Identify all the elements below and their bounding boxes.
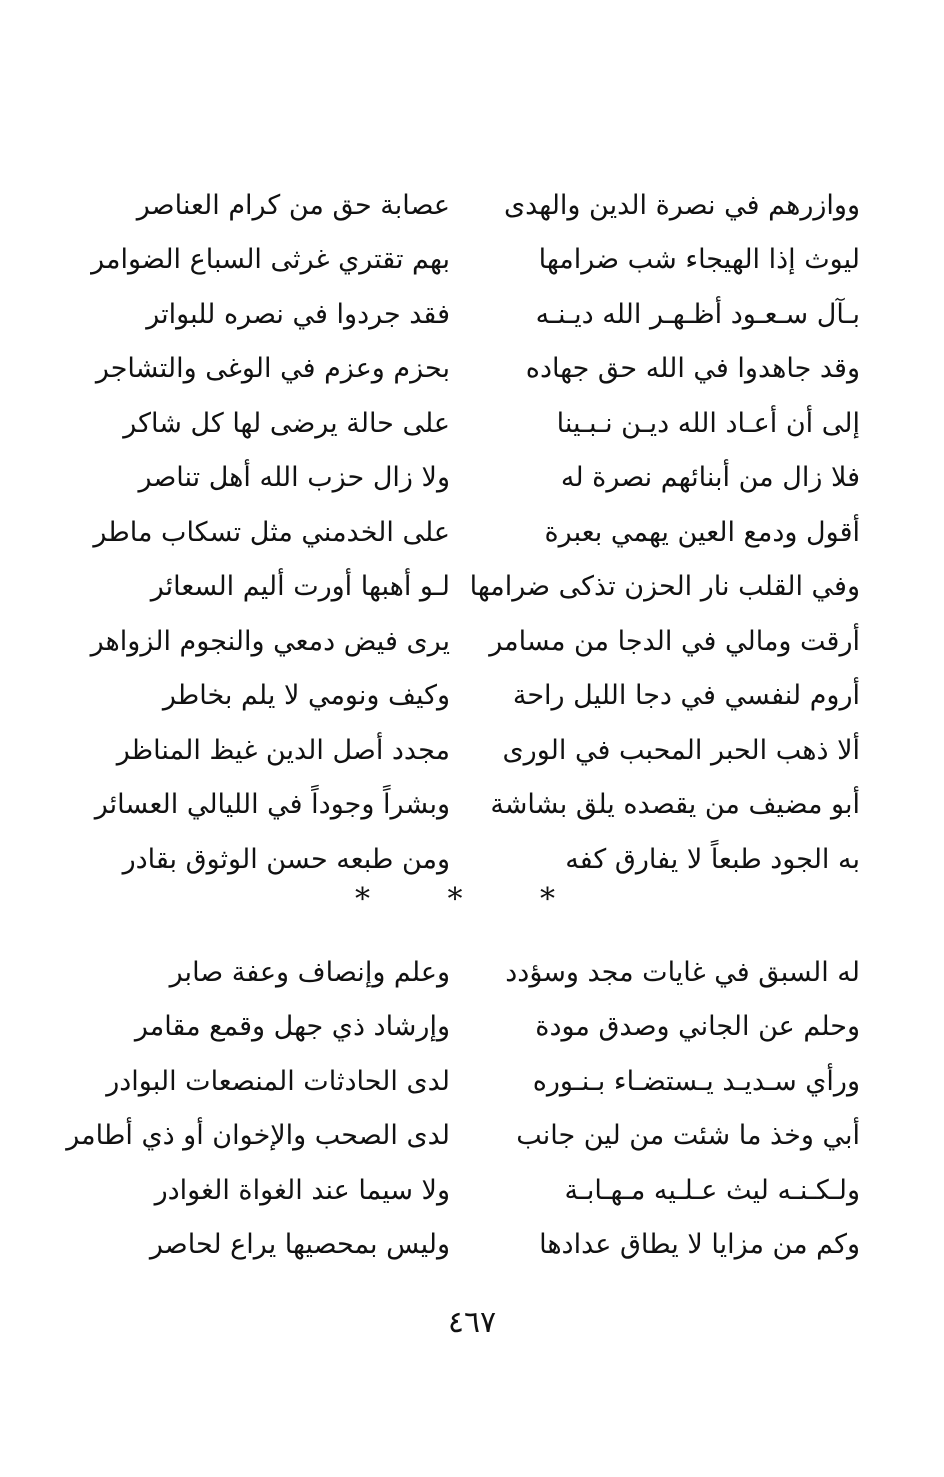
verse-line [100, 396, 860, 451]
verse-second-hemistich: ومن طبعه حسن الوثوق بقادر [122, 843, 450, 875]
verse-line [100, 669, 860, 724]
verse-first-hemistich: وكم من مزايا لا يطاق عدادها [539, 1229, 860, 1261]
verse-line [100, 1054, 860, 1109]
verse-second-hemistich: على الخدمني مثل تسكاب ماطر [93, 516, 450, 548]
verse-line [100, 1163, 860, 1218]
verse-second-hemistich: وكيف ونومي لا يلم بخاطر [162, 680, 450, 712]
verse-first-hemistich: فلا زال من أبنائهم نصرة له [560, 462, 860, 494]
verse-first-hemistich: أروم لنفسي في دجا الليل راحة [512, 680, 860, 712]
verse-line [100, 451, 860, 506]
verse-second-hemistich: عصابة حق من كرام العناصر [136, 189, 450, 221]
verse-second-hemistich: ولا زال حزب الله أهل تناصر [138, 462, 450, 494]
verse-second-hemistich: لدى الصحب والإخوان أو ذي أطامر [66, 1120, 450, 1152]
verse-first-hemistich: وقد جاهدوا في الله حق جهاده [525, 353, 860, 385]
section-separator: * * * [354, 882, 590, 917]
verse-line [100, 1000, 860, 1055]
verse-line [90, 614, 860, 669]
poem-stanza-1 [90, 178, 860, 887]
verse-second-hemistich: وليس بمحصيها يراع لحاصر [149, 1229, 450, 1261]
verse-first-hemistich: وفي القلب نار الحزن تذكى ضرامها [469, 571, 860, 603]
verse-line [100, 560, 860, 615]
verse-first-hemistich: ووازرهم في نصرة الدين والهدى [503, 189, 860, 221]
verse-line [100, 1218, 860, 1273]
verse-line [95, 342, 860, 397]
verse-line [93, 505, 860, 560]
verse-line [100, 832, 860, 887]
verse-second-hemistich: لـو أهبها أورت أليم السعائر [150, 571, 450, 603]
verse-second-hemistich: يرى فيض دمعي والنجوم الزواهر [90, 625, 450, 657]
verse-first-hemistich: أقول ودمع العين يهمي بعبرة [544, 516, 860, 548]
verse-first-hemistich: ولـكـنـه ليث عـلـيه مـهـابـة [564, 1174, 860, 1206]
verse-line [100, 178, 860, 233]
verse-first-hemistich: ليوث إذا الهيجاء شب ضرامها [538, 244, 860, 276]
verse-first-hemistich: ألا ذهب الحبر المحبب في الورى [502, 734, 860, 766]
verse-line [100, 945, 860, 1000]
verse-second-hemistich: لدى الحادثات المنصعات البوادر [106, 1065, 450, 1097]
verse-first-hemistich: ورأي سـديـد يـستضـاء بـنـوره [532, 1065, 860, 1097]
verse-second-hemistich: ولا سيما عند الغواة الغوادر [154, 1174, 450, 1206]
verse-first-hemistich: أبي وخذ ما شئت من لين جانب [516, 1120, 860, 1152]
verse-line [66, 1109, 860, 1164]
verse-first-hemistich: به الجود طبعاً لا يفارق كفه [565, 843, 860, 875]
page-number: ٤٦٧ [447, 1305, 497, 1340]
verse-line [100, 287, 860, 342]
verse-first-hemistich: إلى أن أعـاد الله ديـن نـبـينا [556, 407, 860, 439]
verse-first-hemistich: أرقت ومالي في الدجا من مسامر [489, 625, 860, 657]
poem-stanza-2 [66, 945, 860, 1272]
verse-second-hemistich: بحزم وعزم في الوغى والتشاجر [95, 353, 450, 385]
verse-line [91, 233, 860, 288]
verse-first-hemistich: وحلم عن الجاني وصدق مودة [535, 1011, 860, 1043]
verse-first-hemistich: له السبق في غايات مجد وسؤدد [505, 956, 860, 988]
verse-second-hemistich: وبشراً وجوداً في الليالي العسائر [94, 789, 450, 821]
verse-first-hemistich: بـآل سـعـود أظـهـر الله ديـنـه [535, 298, 860, 330]
verse-second-hemistich: وعلم وإنصاف وعفة صابر [169, 956, 450, 988]
verse-second-hemistich: مجدد أصل الدين غيظ المناظر [116, 734, 450, 766]
verse-second-hemistich: على حالة يرضى لها كل شاكر [123, 407, 450, 439]
verse-line [94, 778, 860, 833]
verse-second-hemistich: بهم تقتري غرثى السباع الضوامر [91, 244, 450, 276]
verse-first-hemistich: أبو مضيف من يقصده يلق بشاشة [490, 789, 860, 821]
verse-line [100, 723, 860, 778]
verse-second-hemistich: وإرشاد ذي جهل وقمع مقامر [134, 1011, 450, 1043]
verse-second-hemistich: فقد جردوا في نصره للبواتر [146, 298, 450, 330]
